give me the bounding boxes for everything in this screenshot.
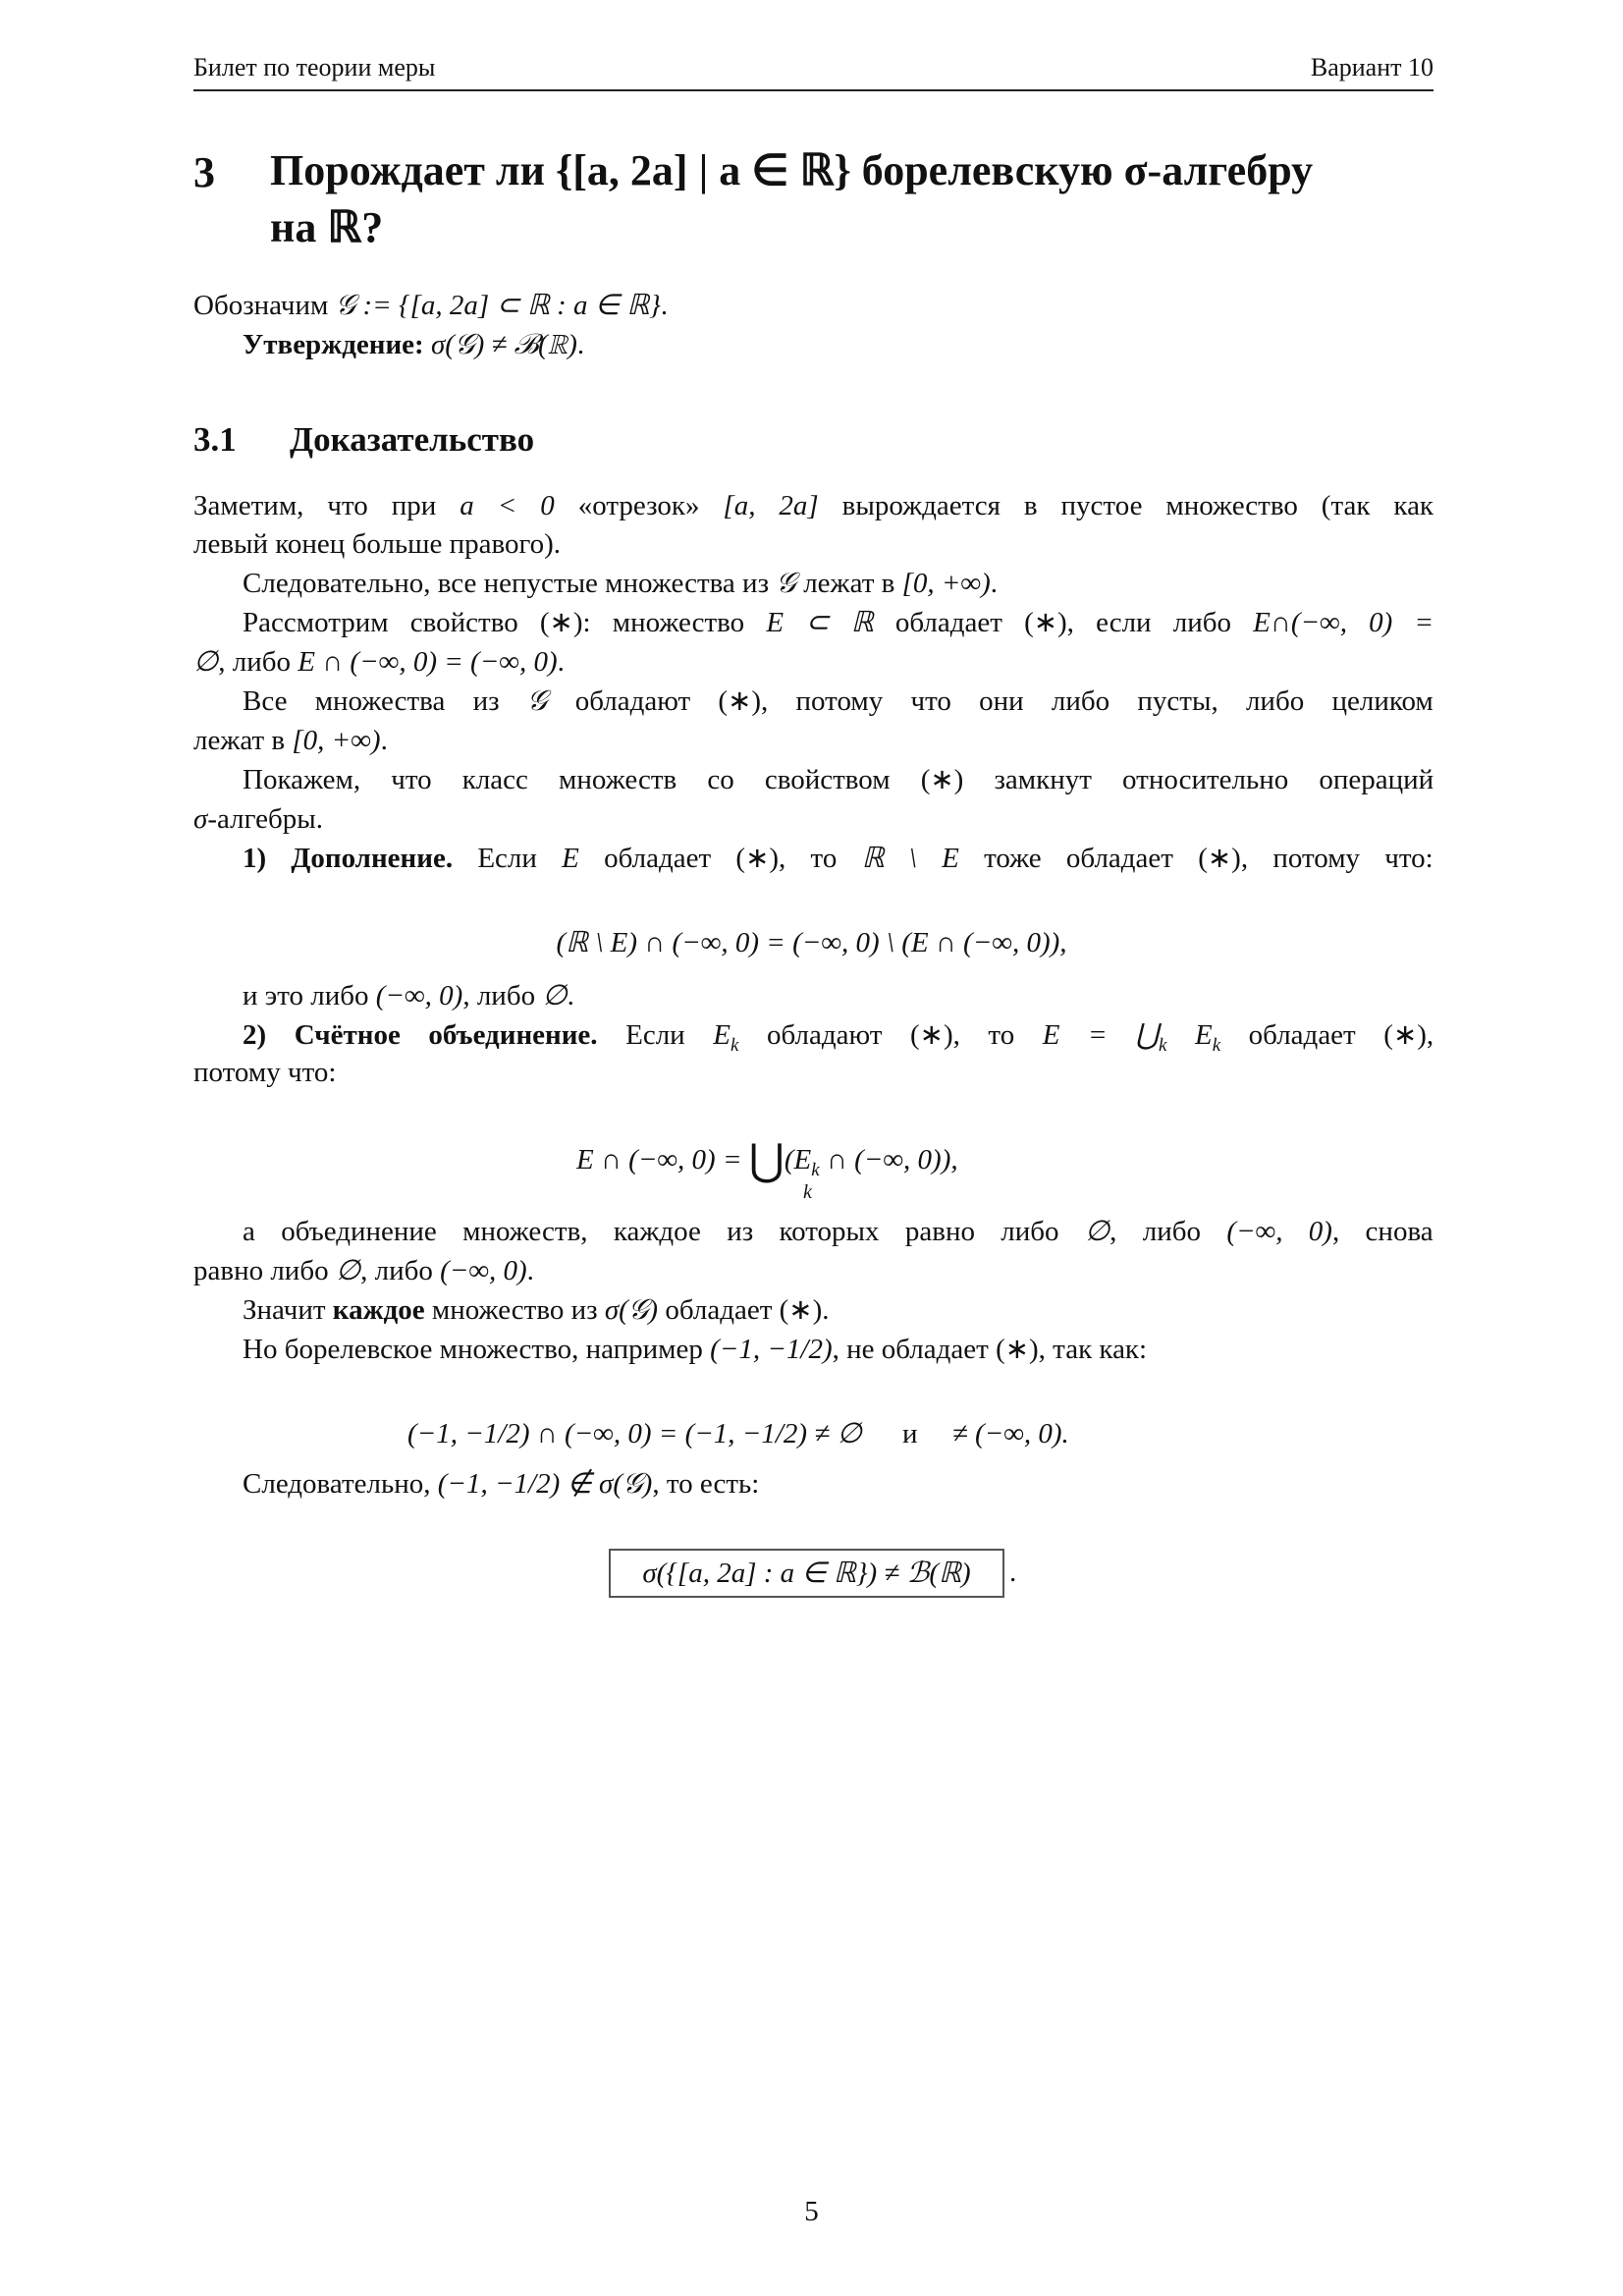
counterexample-left: (−1, −1/2) ∩ (−∞, 0) = (−1, −1/2) ≠ ∅	[407, 1418, 862, 1449]
inline-math: ∅	[193, 646, 219, 678]
text-run: , либо	[1109, 1216, 1227, 1247]
math-subscript: k	[730, 1034, 739, 1056]
header-rule	[193, 89, 1434, 91]
inline-math: 𝒢	[526, 685, 548, 717]
inline-math: σ(𝒢) ≠ ℬ(ℝ)	[430, 329, 577, 360]
union-index: k	[803, 1181, 812, 1203]
text-run: .	[576, 329, 585, 360]
boxed-result	[609, 1549, 1004, 1598]
text-run: , либо	[218, 646, 298, 678]
inline-math: [0, +∞)	[901, 568, 991, 599]
bold-run: каждое	[332, 1294, 425, 1326]
text-run: обладает (∗), то	[578, 843, 862, 874]
subsection-number: 3.1	[193, 420, 237, 459]
text-run: и это либо	[243, 980, 376, 1011]
union-eq-right: (E	[784, 1144, 812, 1175]
paragraph-line	[193, 645, 565, 679]
subsection-title: Доказательство	[290, 420, 535, 459]
section-number: 3	[193, 148, 215, 196]
bold-run: 1) Дополнение.	[243, 843, 478, 874]
inline-math: (−∞, 0)	[375, 980, 463, 1011]
big-union-symbol: ⋃	[748, 1136, 784, 1184]
text-run: Все множества из	[243, 685, 527, 717]
inline-math: (−1, −1/2)	[710, 1334, 833, 1365]
text-run: Следовательно, все непустые множества из	[243, 568, 777, 599]
inline-math: (−1, −1/2) ∉ σ(𝒢)	[437, 1468, 653, 1500]
boxed-result-period: .	[1009, 1557, 1017, 1588]
display-equation-counterexample	[407, 1417, 1069, 1450]
section-title-line-2: на ℝ?	[270, 203, 384, 251]
paragraph-line	[243, 979, 574, 1012]
text-run: .	[990, 568, 999, 599]
text-run: Если	[477, 843, 563, 874]
definition-line	[193, 289, 668, 322]
bold-run: Утверждение:	[243, 329, 431, 360]
paragraph-line	[243, 684, 1434, 718]
text-run: лежат в	[193, 725, 293, 756]
text-run: .	[660, 290, 669, 321]
running-header-title: Билет по теории меры	[193, 53, 436, 82]
inline-math: E = ⋃	[1042, 1019, 1159, 1051]
display-equation-union	[576, 1136, 958, 1187]
bold-run: 2) Счётное объединение.	[243, 1019, 626, 1051]
inline-math: (−∞, 0)	[440, 1255, 527, 1286]
inline-math: ∅	[1084, 1216, 1110, 1247]
paragraph-line	[243, 1333, 1147, 1366]
text-run: Если	[625, 1019, 714, 1051]
paragraph-line	[193, 1056, 336, 1089]
inline-math: a < 0	[460, 490, 555, 521]
union-eq-left: E ∩ (−∞, 0) =	[576, 1144, 749, 1175]
text-run: Но борелевское множество, например	[243, 1334, 711, 1365]
text-run: обладают (∗), потому что они либо пусты, либо целиком	[547, 685, 1434, 717]
inline-math: E ⊂ ℝ	[766, 607, 874, 638]
text-run: Следовательно,	[243, 1468, 438, 1500]
text-run: обладает (∗).	[658, 1294, 830, 1326]
paragraph-line	[193, 527, 561, 561]
text-run: , либо	[462, 980, 543, 1011]
display-equation-complement	[0, 926, 1623, 959]
text-run: тоже обладает (∗), потому что:	[958, 843, 1434, 874]
inline-math: E∩(−∞, 0) =	[1253, 607, 1434, 638]
counterexample-right: ≠ (−∞, 0).	[951, 1418, 1069, 1449]
inline-math: [a, 2a]	[723, 490, 819, 521]
paragraph-line	[243, 1293, 830, 1327]
text-run: обладает (∗),	[1220, 1019, 1434, 1051]
union-eq-subscript: k	[811, 1159, 820, 1180]
inline-math: ℝ \ E	[861, 843, 959, 874]
text-run: .	[557, 646, 565, 678]
inline-math: (−∞, 0)	[1226, 1216, 1332, 1247]
inline-math: σ(𝒢)	[604, 1294, 659, 1326]
text-run: Заметим, что при	[193, 490, 460, 521]
text-run: множество из	[424, 1294, 605, 1326]
text-run: а объединение множеств, каждое из которых равно либо	[243, 1216, 1085, 1247]
paragraph-line	[243, 842, 1434, 875]
text-run: левый конец больше правого).	[193, 528, 562, 560]
text-run: Обозначим	[193, 290, 336, 321]
inline-math: ∅	[335, 1255, 361, 1286]
paragraph-line	[243, 763, 1434, 796]
paragraph-line	[243, 606, 1434, 639]
text-run: , то есть:	[652, 1468, 760, 1500]
math-subscript: k	[1158, 1034, 1167, 1056]
text-run: Рассмотрим свойство (∗): множество	[243, 607, 767, 638]
text-run: , либо	[360, 1255, 441, 1286]
text-run: Покажем, что класс множеств со свойством (∗) замкнут относительно операций	[243, 764, 1434, 795]
inline-math: E ∩ (−∞, 0) = (−∞, 0)	[298, 646, 558, 678]
inline-math: E	[562, 843, 579, 874]
text-run: равно либо	[193, 1255, 336, 1286]
text-run: обладают (∗), то	[738, 1019, 1043, 1051]
page-number: 5	[804, 2196, 819, 2227]
math-subscript: k	[1212, 1034, 1221, 1056]
text-run: «отрезок»	[554, 490, 724, 521]
text-run: -алгебры.	[207, 803, 323, 835]
inline-math: ∅	[542, 980, 568, 1011]
equation-text: (ℝ \ E) ∩ (−∞, 0) = (−∞, 0) \ (E ∩ (−∞, 0)),	[556, 927, 1067, 958]
paragraph-line	[243, 1018, 1434, 1063]
text-run: вырождается в пустое множество (так как	[818, 490, 1434, 521]
section-title-line-1: Порождает ли {[a, 2a] | a ∈ ℝ} борелевскую σ-алгебру	[270, 146, 1314, 194]
paragraph-line	[243, 1215, 1434, 1248]
paragraph-line	[243, 567, 998, 600]
text-run: потому что:	[193, 1057, 337, 1088]
text-run: .	[380, 725, 388, 756]
text-run: обладает (∗), если либо	[873, 607, 1254, 638]
conclusion-line	[243, 1467, 759, 1501]
counterexample-conjunction: и	[902, 1418, 918, 1449]
text-run: Значит	[243, 1294, 333, 1326]
inline-math: σ	[193, 803, 208, 835]
inline-math: 𝒢 := {[a, 2a] ⊂ ℝ : a ∈ ℝ}	[335, 290, 661, 321]
paragraph-line	[193, 724, 388, 757]
inline-math: E	[713, 1019, 730, 1051]
text-run: .	[567, 980, 574, 1011]
running-header-variant: Вариант 10	[1310, 53, 1434, 82]
claim-line	[243, 328, 584, 361]
text-run: лежат в	[795, 568, 902, 599]
text-run: .	[526, 1255, 534, 1286]
inline-math: [0, +∞)	[292, 725, 381, 756]
inline-math: 𝒢	[776, 568, 796, 599]
text-run: , снова	[1331, 1216, 1434, 1247]
paragraph-line	[193, 802, 323, 836]
text-run: , не обладает (∗), так как:	[832, 1334, 1148, 1365]
union-eq-tail: ∩ (−∞, 0)),	[819, 1144, 958, 1175]
boxed-result-formula: σ({[a, 2a] : a ∈ ℝ}) ≠ ℬ(ℝ)	[642, 1558, 971, 1589]
paragraph-line	[193, 489, 1434, 522]
paragraph-line	[193, 1254, 534, 1287]
inline-math: E	[1166, 1019, 1213, 1051]
